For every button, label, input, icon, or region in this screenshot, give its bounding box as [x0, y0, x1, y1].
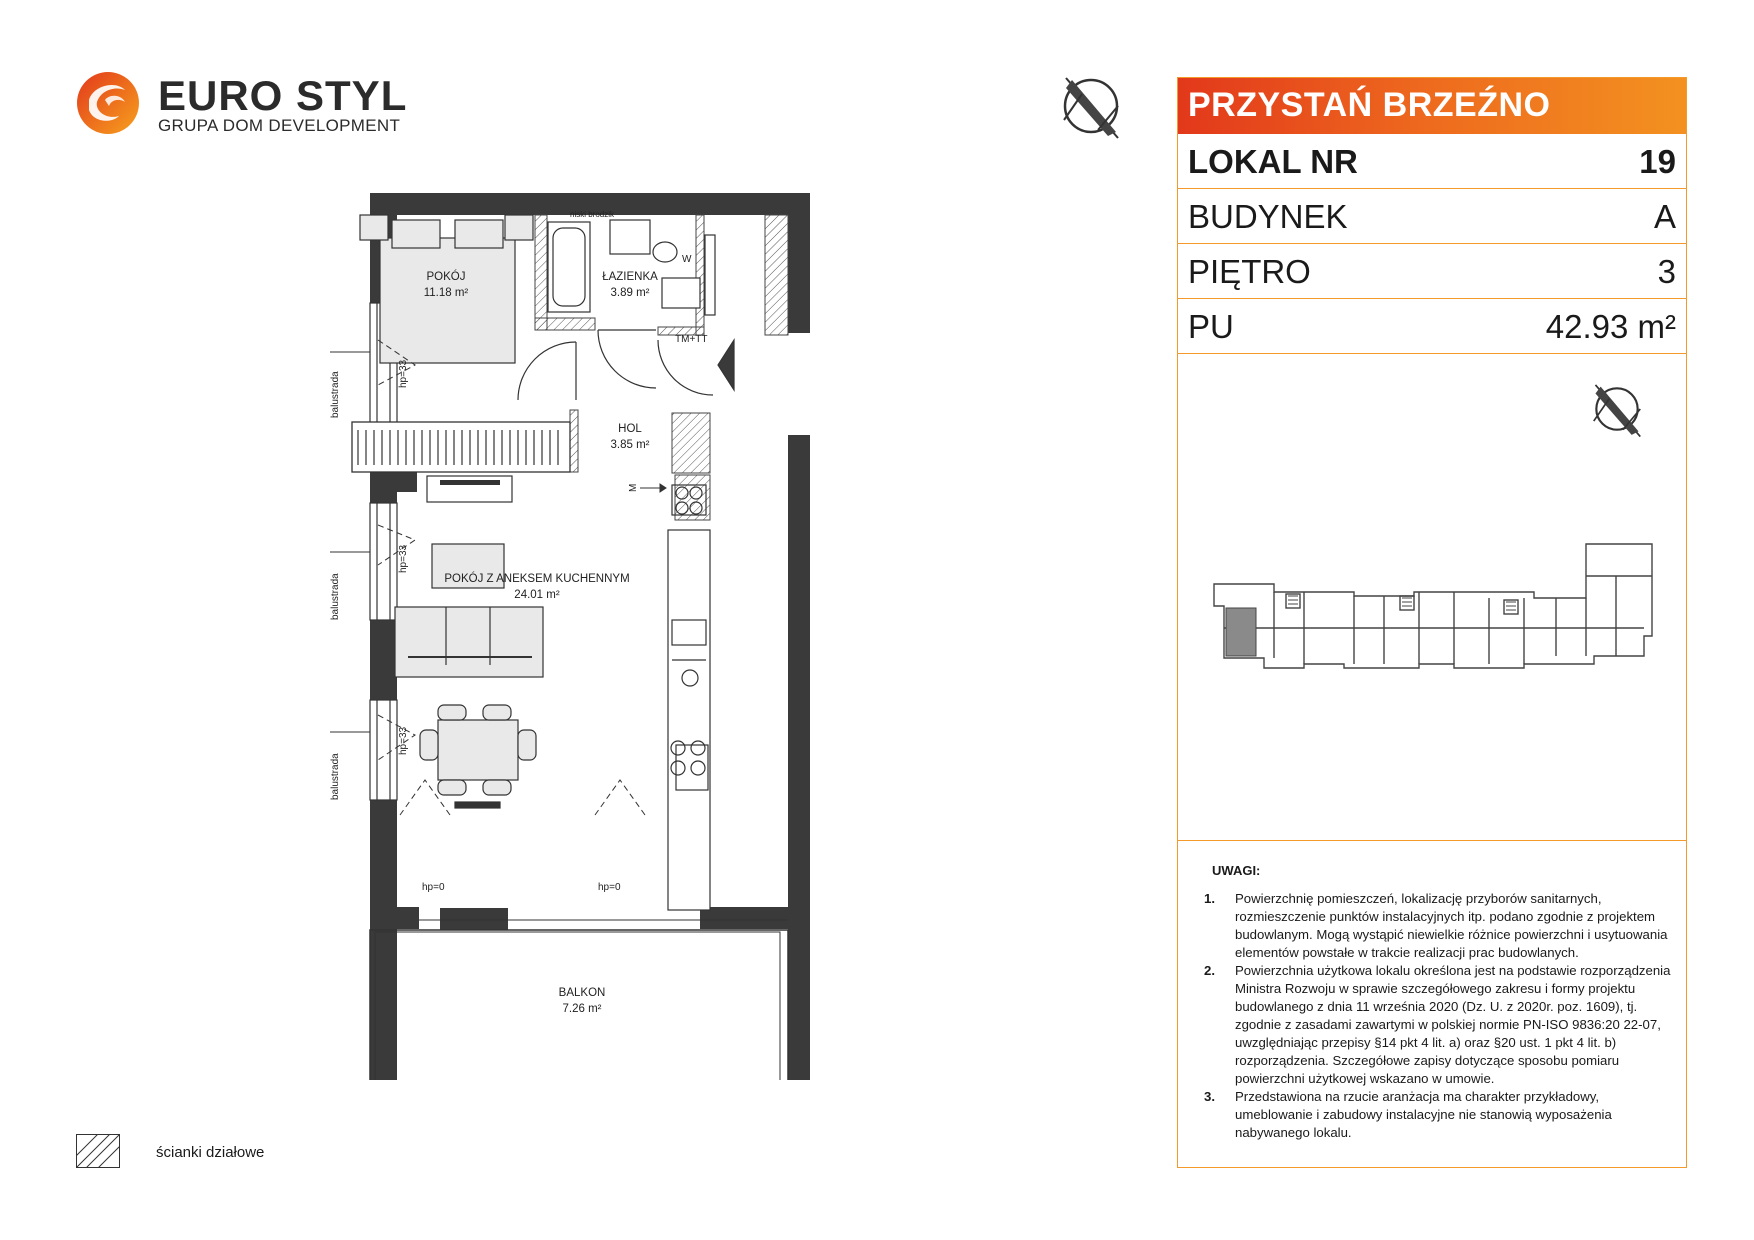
notes-list: [1204, 890, 1674, 1142]
note-item: [1204, 1088, 1674, 1142]
notes-divider: [1178, 840, 1686, 841]
logo-mark-icon: [75, 70, 141, 136]
hp-label: hp=33: [398, 726, 409, 755]
note-number: 3.: [1204, 1089, 1215, 1104]
info-value: 19: [1639, 143, 1676, 180]
room-area-balkon: 7.26 m²: [562, 1003, 602, 1015]
info-row-area: [1178, 299, 1686, 354]
compass-icon: [1586, 378, 1648, 440]
partition-legend-swatch: [76, 1134, 120, 1168]
note-text: Powierzchnia użytkowa lokalu określona jest na podstawie rozporządzenia Ministra Rozwoju w sprawie szczegółowego zakresu i formy projektu budowlanego z dnia 11 września 2020 (Dz. U. z 2020r. poz. 1609), tj. zgodnie z zasadami zawartymi w polskiej normie PN-ISO 9836:20 22-07, uwzględniając przepisy §14 pkt 4 lit. a) oraz §20 ust. 1 pkt 4 lit. b) rozporządzenia. Szczegółowe zapisy dotyczące sposobu pomiaru powierzchni użytkowej wskazano w umowie.: [1235, 963, 1671, 1086]
brand-subtitle: GRUPA DOM DEVELOPMENT: [158, 116, 401, 135]
project-title: PRZYSTAŃ BRZEŹNO: [1188, 86, 1551, 124]
note-number: 1.: [1204, 891, 1215, 906]
room-name-hol: HOL: [618, 423, 642, 435]
room-name-living: POKÓJ Z ANEKSEM KUCHENNYM: [444, 573, 630, 585]
room-name-lazienka: ŁAZIENKA: [602, 271, 658, 283]
info-row-building: [1178, 189, 1686, 244]
hp-label: hp=0: [422, 882, 445, 893]
hp-label: hp=33: [398, 359, 409, 388]
info-value: 3: [1657, 253, 1676, 290]
info-label: BUDYNEK: [1188, 198, 1348, 235]
hp-label: hp=33: [398, 544, 409, 573]
m-label: M: [628, 483, 639, 492]
room-area-pokoj: 11.18 m²: [423, 287, 469, 299]
info-value: 42.93 m²: [1545, 308, 1676, 345]
note-text: Powierzchnię pomieszczeń, lokalizację przyborów sanitarnych, rozmieszczenie punktów instalacyjnych itp. podano zgodnie z projektem budowlanym. Mogą wystąpić niewielkie różnice powierzchni i usytuowania elementów powstałe w trakcie realizacji prac budowlanych.: [1235, 891, 1668, 960]
bathroom-fixtures: [548, 220, 715, 315]
project-title-bar: [1178, 78, 1686, 134]
room-name-pokoj: POKÓJ: [426, 271, 466, 283]
apartment-info-panel: [1177, 77, 1687, 1168]
note-text: Przedstawiona na rzucie aranżacja ma charakter przykładowy, umeblowanie i zabudowy instalacyjne nie stanowią wyposażenia nabywanego lokalu.: [1235, 1089, 1612, 1140]
note-number: 2.: [1204, 963, 1215, 978]
info-row-unit: [1178, 134, 1686, 189]
legend-label: ścianki działowe: [156, 1144, 265, 1161]
notes-title: UWAGI:: [1212, 863, 1261, 878]
info-label: PIĘTRO: [1188, 253, 1311, 290]
tm-label: TM+TT: [675, 334, 708, 345]
brand-name: EURO STYL: [158, 72, 408, 119]
note-item: [1204, 962, 1674, 1088]
company-logo: [75, 70, 408, 140]
balcony: [370, 920, 788, 1080]
room-area-hol: 3.85 m²: [610, 439, 650, 451]
room-area-lazienka: 3.89 m²: [610, 287, 650, 299]
balustrada-label: balustrada: [330, 753, 341, 800]
info-value: A: [1653, 198, 1676, 235]
building-key-plan: [1204, 536, 1674, 686]
room-area-living: 24.01 m²: [514, 589, 560, 601]
floor-plan: [320, 190, 830, 1080]
balustrada-label: balustrada: [330, 371, 341, 418]
room-name-balkon: BALKON: [558, 987, 606, 999]
info-row-floor: [1178, 244, 1686, 299]
hp-label: hp=0: [598, 882, 621, 893]
balustrada-label: balustrada: [330, 573, 341, 620]
compass-icon: [1058, 70, 1124, 142]
w-label: W: [682, 254, 692, 265]
info-label: LOKAL NR: [1188, 143, 1358, 180]
kitchen-counter: [668, 485, 710, 910]
windows-left: [370, 303, 397, 800]
riser-label: niski brodzik: [570, 210, 615, 219]
info-label: PU: [1188, 308, 1234, 345]
note-item: [1204, 890, 1674, 962]
